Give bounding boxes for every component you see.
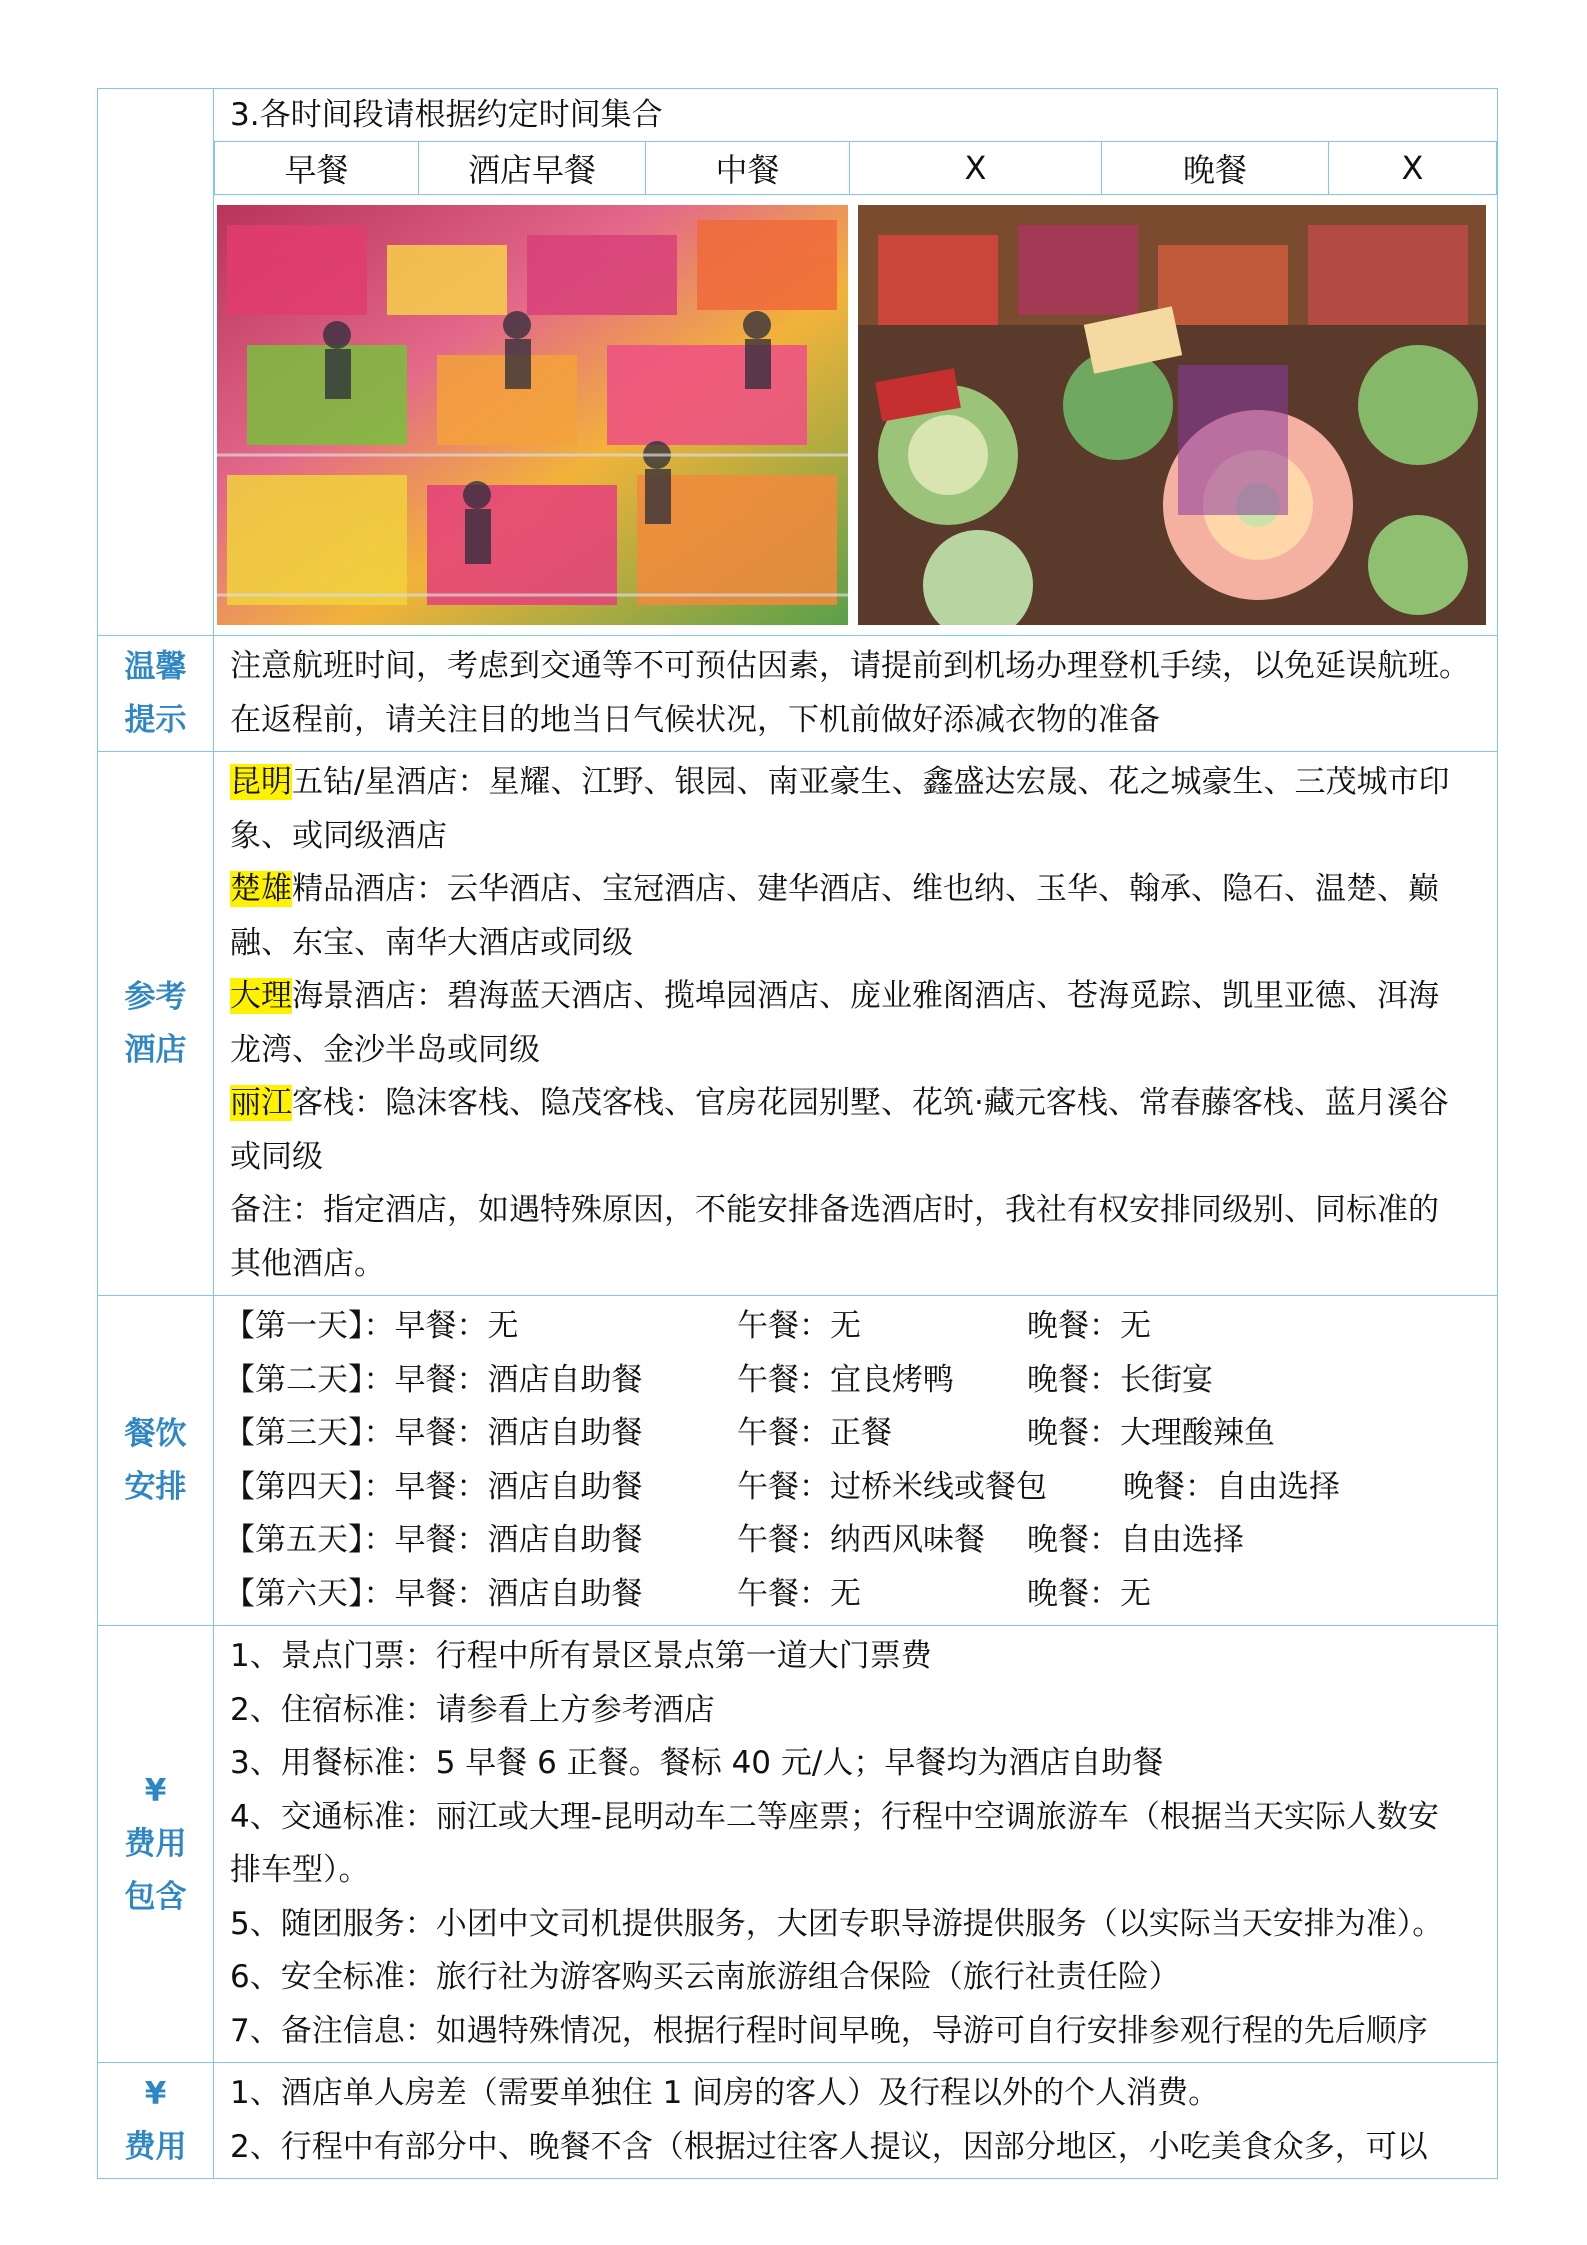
empty-label-cell	[98, 89, 214, 636]
included-item: 4、交通标准：丽江或大理-昆明动车二等座票；行程中空调旅游车（根据当天实际人数安	[230, 1798, 1439, 1835]
succulent-image	[858, 205, 1486, 625]
included-item: 3、用餐标准：5 早餐 6 正餐。餐标 40 元/人；早餐均为酒店自助餐	[230, 1745, 1164, 1781]
tips-section	[98, 636, 1498, 752]
city-dali: 大理	[230, 978, 292, 1014]
excluded-section	[98, 2063, 1498, 2179]
included-item: 1、景点门票：行程中所有景区景点第一道大门票费	[230, 1638, 932, 1674]
included-content	[214, 1626, 1498, 2063]
included-item: 6、安全标准：旅行社为游客购买云南旅游组合保险（旅行社责任险）	[230, 1959, 1180, 1995]
excluded-item: 1、酒店单人房差（需要单独住 1 间房的客人）及行程以外的个人消费。	[230, 2075, 1220, 2111]
included-item: 排车型）。	[230, 1852, 370, 1888]
yen-icon: ¥	[144, 2075, 167, 2112]
city-kunming: 昆明	[230, 764, 292, 800]
tips-content	[214, 636, 1498, 752]
hotel-item-chuxiong: 楚雄精品酒店：云华酒店、宝冠酒店、建华酒店、维也纳、玉华、翰承、隐石、温楚、巅	[230, 871, 1439, 907]
hotel-item-dali: 大理海景酒店：碧海蓝天酒店、揽埠园酒店、庞业雅阁酒店、苍海觅踪、凯里亚德、洱海	[230, 978, 1439, 1014]
flower-market-photo	[217, 205, 848, 625]
tips-label: 温馨 提示	[98, 636, 214, 752]
top-content	[214, 89, 1498, 636]
itinerary-table	[97, 88, 1498, 2179]
hotels-label: 参考 酒店	[98, 752, 214, 1296]
included-item: 2、住宿标准：请参看上方参考酒店	[230, 1691, 715, 1728]
included-section	[98, 1626, 1498, 2063]
dining-label: 餐饮 安排	[98, 1296, 214, 1626]
hotel-item-lijiang: 丽江客栈：隐沫客栈、隐茂客栈、官房花园别墅、花筑·藏元客栈、常春藤客栈、蓝月溪谷	[230, 1085, 1449, 1121]
excluded-item: 2、行程中有部分中、晚餐不含（根据过往客人提议，因部分地区，小吃美食众多，可以	[230, 2128, 1428, 2165]
tips-line-1: 注意航班时间，考虑到交通等不可预估因素，请提前到机场办理登机手续，以免延误航班。	[230, 648, 1470, 684]
meal-cell-lunch: 中餐	[646, 142, 850, 195]
hotel-item-kunming: 昆明五钻/星酒店：星耀、江野、银园、南亚豪生、鑫盛达宏晟、花之城豪生、三茂城市印	[230, 764, 1450, 800]
hotels-content: 昆明五钻/星酒店：星耀、江野、银园、南亚豪生、鑫盛达宏晟、花之城豪生、三茂城市印 象、或同级酒店 楚雄精品酒店：云华酒店、宝冠酒店、建华酒店、维也纳、玉华、翰承、隐石、温楚、巅 融、东宝、南华大酒店或同级 大理海景酒店：碧海蓝天酒店、揽埠园酒店、庞业雅阁酒店、苍海觅踪、凯里亚德、洱海 龙湾、金沙半岛或同级 丽江客栈：隐沫客栈、隐茂客栈、官房花园别墅、花筑·藏元客栈、常春藤客栈、蓝月溪谷 或同级 备注：指定酒店，如遇特殊原因，不能安排备选酒店时，我社有权安排同级别、同标准的 其他酒店。	[214, 752, 1498, 1296]
dining-day-3: 【第三天】：早餐：酒店自助餐 午餐：正餐 晚餐：大理酸辣鱼	[224, 1415, 1275, 1451]
included-item: 7、备注信息：如遇特殊情况，根据行程时间早晚，导游可自行安排参观行程的先后顺序	[230, 2012, 1428, 2049]
meal-cell-breakfast-value: 酒店早餐	[419, 142, 646, 195]
dining-day-4: 【第四天】：早餐：酒店自助餐 午餐：过桥米线或餐包 晚餐：自由选择	[224, 1468, 1340, 1505]
tips-line-2: 在返程前，请关注目的地当日气候状况，下机前做好添减衣物的准备	[230, 701, 1160, 738]
meal-cell-lunch-value: X	[850, 142, 1102, 195]
dining-day-2: 【第二天】：早餐：酒店自助餐 午餐：宜良烤鸭 晚餐：长街宴	[224, 1361, 1213, 1398]
hotel-remark: 备注：指定酒店，如遇特殊原因，不能安排备选酒店时，我社有权安排同级别、同标准的	[230, 1192, 1439, 1228]
dining-section	[98, 1296, 1498, 1626]
dining-day-1: 【第一天】：早餐：无 午餐：无 晚餐：无	[224, 1308, 1151, 1344]
meal-cell-dinner: 晚餐	[1102, 142, 1329, 195]
assembly-note: 3.各时间段请根据约定时间集合	[230, 97, 663, 133]
photo-row	[214, 195, 1497, 635]
dining-content	[214, 1296, 1498, 1626]
city-chuxiong: 楚雄	[230, 871, 292, 907]
succulent-photo	[858, 205, 1486, 625]
included-label: ¥ 费用 包含	[98, 1626, 214, 2063]
yen-icon: ¥	[144, 1772, 167, 1809]
meal-cell-dinner-value: X	[1329, 142, 1497, 195]
hotels-section	[98, 752, 1498, 1296]
included-item: 5、随团服务：小团中文司机提供服务，大团专职导游提供服务（以实际当天安排为准）。	[230, 1905, 1444, 1942]
flower-market-image	[217, 205, 848, 625]
excluded-content	[214, 2063, 1498, 2179]
dining-day-5: 【第五天】：早餐：酒店自助餐 午餐：纳西风味餐 晚餐：自由选择	[224, 1522, 1244, 1558]
excluded-label: ¥ 费用	[98, 2063, 214, 2179]
meal-summary-table	[214, 141, 1497, 195]
city-lijiang: 丽江	[230, 1085, 292, 1121]
top-section	[98, 89, 1498, 636]
dining-day-6: 【第六天】：早餐：酒店自助餐 午餐：无 晚餐：无	[224, 1575, 1151, 1612]
meal-cell-breakfast: 早餐	[215, 142, 419, 195]
